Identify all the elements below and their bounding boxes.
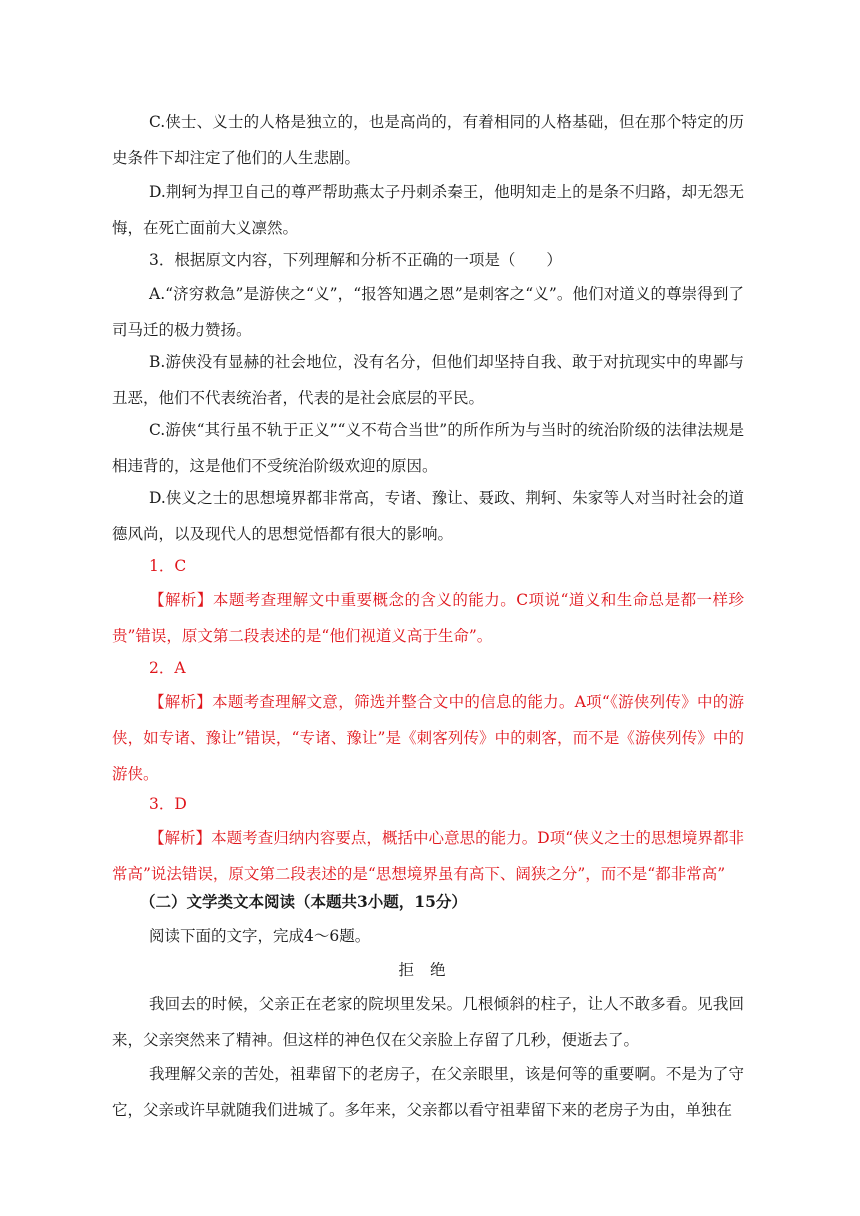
analysis-2: 【解析】本题考查理解文意，筛选并整合文中的信息的能力。A项“《游侠列传》中的游侠，如专诸、豫让”错误，“专诸、豫让”是《刺客列传》中的刺客，而不是《游侠列传》中的游侠。 — [112, 693, 744, 783]
answer-3: 3．D — [149, 795, 187, 813]
q3-option-c: C.游侠“其行虽不轨于正义”“义不苟合当世”的所作所为与当时的统治阶级的法律法规是相违背的，这是他们不受统治阶级欢迎的原因。 — [112, 421, 744, 475]
q3-option-b: B.游侠没有显赫的社会地位，没有名分，但他们却坚持自我、敢于对抗现实中的卑鄙与丑恶，他们不代表统治者，代表的是社会底层的平民。 — [112, 353, 744, 407]
answer-1: 1．C — [149, 557, 187, 575]
q3-stem: 3．根据原文内容，下列理解和分析不正确的一项是（ ） — [149, 251, 562, 269]
section-heading: （二）文学类文本阅读（本题共3小题，15分） — [140, 892, 467, 911]
q2-option-d: D.荆轲为捍卫自己的尊严帮助燕太子丹刺杀秦王，他明知走上的是条不归路，却无怨无悔，在死亡面前大义凛然。 — [112, 183, 744, 237]
analysis-3: 【解析】本题考查归纳内容要点，概括中心意思的能力。D项“侠义之士的思想境界都非常高”说法错误，原文第二段表述的是“思想境界虽有高下、阔狭之分”，而不是“都非常高” — [112, 829, 744, 883]
story-title: 拒绝 — [398, 961, 462, 979]
section-instruction: 阅读下面的文字，完成4～6题。 — [149, 927, 371, 945]
story-paragraph: 我理解父亲的苦处，祖辈留下的老房子，在父亲眼里，该是何等的重要啊。不是为了守它，父亲或许早就随我们进城了。多年来，父亲都以看守祖辈留下来的老房子为由，单独在 — [112, 1065, 744, 1119]
q2-option-c: C.侠士、义士的人格是独立的，也是高尚的，有着相同的人格基础，但在那个特定的历史条件下却注定了他们的人生悲剧。 — [112, 113, 744, 167]
analysis-1: 【解析】本题考查理解文中重要概念的含义的能力。C项说“道义和生命总是都一样珍贵”错误，原文第二段表述的是“他们视道义高于生命”。 — [112, 591, 744, 645]
q3-option-d: D.侠义之士的思想境界都非常高，专诸、豫让、聂政、荆轲、朱家等人对当时社会的道德风尚，以及现代人的思想觉悟都有很大的影响。 — [112, 489, 744, 543]
answer-2: 2．A — [149, 659, 186, 677]
story-paragraph: 我回去的时候，父亲正在老家的院坝里发呆。几根倾斜的柱子，让人不敢多看。见我回来，父亲突然来了精神。但这样的神色仅在父亲脸上存留了几秒，便逝去了。 — [112, 995, 744, 1049]
q3-option-a: A.“济穷救急”是游侠之“义”，“报答知遇之恩”是刺客之“义”。他们对道义的尊崇得到了司马迁的极力赞扬。 — [112, 285, 744, 339]
